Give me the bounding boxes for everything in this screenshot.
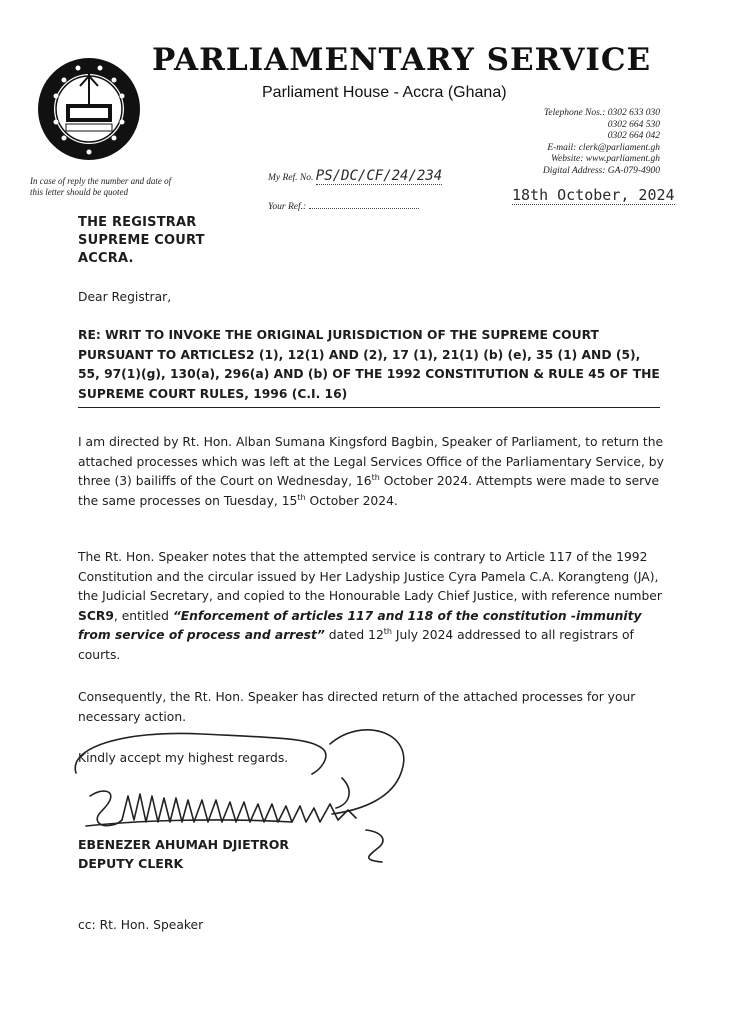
closing-line: Kindly accept my highest regards. <box>78 751 289 765</box>
circular-title: “Enforcement of articles 117 and 118 of the constitution -immunity from service of process and arrest” <box>78 608 642 642</box>
reply-instruction-note: In case of reply the number and date of this letter should be quoted <box>30 176 172 197</box>
parliament-seal-logo <box>36 56 142 162</box>
letter-date: 18th October, 2024 <box>512 186 675 204</box>
signatory-name: EBENEZER AHUMAH DJIETROR <box>78 837 290 852</box>
contact-email: E-mail: clerk@parliament.gh <box>547 142 660 153</box>
signatory-title: DEPUTY CLERK <box>78 856 184 871</box>
salutation: Dear Registrar, <box>78 290 172 304</box>
my-reference-value: PS/DC/CF/24/234 <box>315 168 443 184</box>
paragraph-2 <box>78 548 668 665</box>
contact-block <box>480 108 660 177</box>
paragraph-1-text-b: October 2024. Attempts were made to serve the same processes on Tuesday, 15 <box>78 474 660 508</box>
paragraph-1-text-a: I am directed by Rt. Hon. Alban Sumana Kingsford Bagbin, Speaker of Parliament, to return the attached processes which was left at the Legal Services Office of the Parliamentary Service, by three (3) bailiffs of the Court on Wednesday, 16 <box>78 435 664 488</box>
subject-line: RE: WRIT TO INVOKE THE ORIGINAL JURISDICTION OF THE SUPREME COURT PURSUANT TO ARTICLES2 (1), 12(1) AND (2), 17 (1), 21(1) (b) (e), 35 (1) AND (5), 55, 97(1)(g), 130(a), 296(a) AND (b) OF THE 1992 CONSTITUTION & RULE 45 OF THE SUPREME COURT RULES, 1996 (C.I. 16) <box>78 326 660 408</box>
your-reference-blank <box>309 198 419 209</box>
ordinal-suffix: th <box>371 472 380 482</box>
signatory-block <box>78 835 289 873</box>
addressee-block <box>78 214 205 268</box>
contact-telephone-3: 0302 664 042 <box>607 131 660 141</box>
cc-line: cc: Rt. Hon. Speaker <box>78 918 204 932</box>
paragraph-3: Consequently, the Rt. Hon. Speaker has directed return of the attached processes for your necessary action. <box>78 690 636 724</box>
contact-digital-address: Digital Address: GA-079-4900 <box>542 165 660 176</box>
my-reference-row <box>268 168 442 184</box>
organization-name: PARLIAMENTARY SERVICE <box>152 42 652 78</box>
paragraph-2-text-a: The Rt. Hon. Speaker notes that the attempted service is contrary to Article 117 of the 1992 Constitution and the circular issued by Her Ladyship Justice Cyra Pamela C.A. Korangteng (JA), the Judicial Secretary, and copied to the Honourable Lady Chief Justice, with reference number <box>78 550 662 603</box>
contact-telephone-2: 0302 664 530 <box>607 119 660 130</box>
ordinal-suffix: th <box>383 626 393 636</box>
paragraph-1-text-c: October 2024. <box>305 493 398 508</box>
contact-telephone-1: Telephone Nos.: 0302 633 030 <box>543 108 660 118</box>
paragraph-2-text-c: dated 12 <box>324 628 384 642</box>
paragraph-2-text-d: July 2024 addressed to all registrars of courts. <box>78 628 634 662</box>
contact-website: Website: www.parliament.gh <box>551 154 660 164</box>
ordinal-suffix: th <box>297 492 306 502</box>
my-reference-label: My Ref. No. <box>268 173 314 183</box>
your-reference-label: Your Ref.: <box>268 202 307 212</box>
circular-reference-number: SCR9 <box>78 608 114 623</box>
addressee-line-1: THE REGISTRAR <box>78 215 197 230</box>
addressee-line-3: ACCRA. <box>78 251 134 266</box>
paragraph-1 <box>78 433 668 511</box>
organization-address: Parliament House - Accra (Ghana) <box>262 84 507 101</box>
your-reference-row <box>268 198 419 212</box>
addressee-line-2: SUPREME COURT <box>78 233 205 248</box>
paragraph-2-text-b: , entitled <box>113 608 173 623</box>
